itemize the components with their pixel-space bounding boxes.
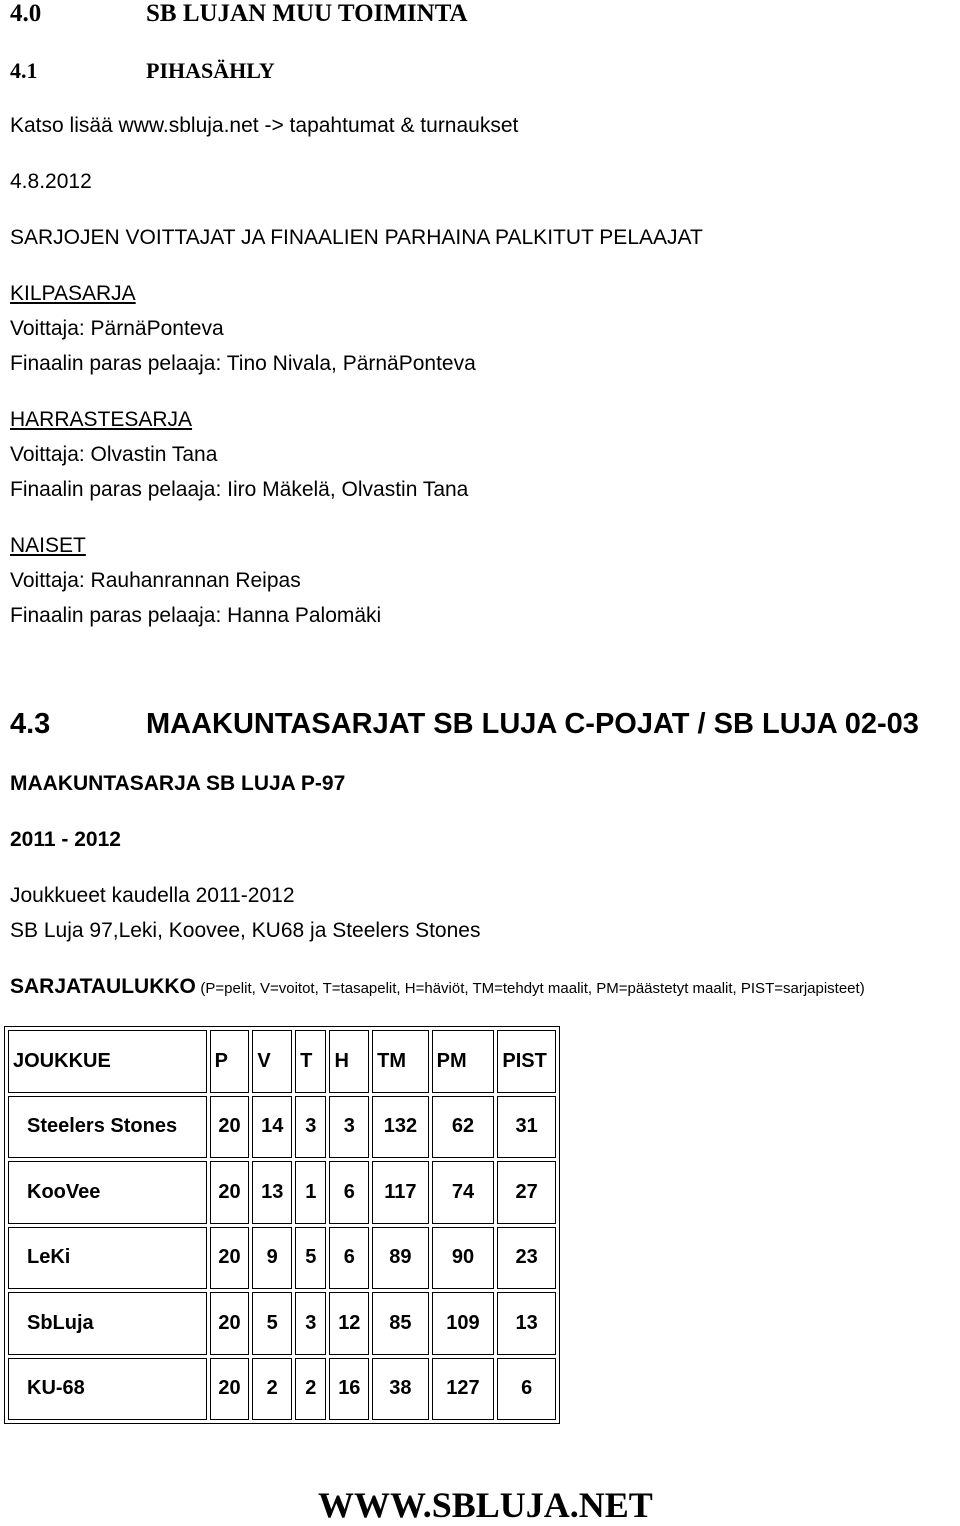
cell-v: 2 [252,1358,292,1421]
teams-list: SB Luja 97,Leki, Koovee, KU68 ja Steelers Stones [10,919,481,942]
cell-t: 5 [295,1227,326,1290]
cell-t: 1 [295,1161,326,1224]
col-header-joukkue: JOUKKUE [8,1030,207,1093]
cell-pm: 90 [432,1227,495,1290]
standings-label: SARJATAULUKKO [10,975,196,998]
col-header-t: T [295,1030,326,1093]
category-kilpasarja: KILPASARJA [10,282,136,305]
cell-h: 3 [329,1096,369,1159]
cell-team: KU-68 [8,1358,207,1421]
category-best-player: Finaalin paras pelaaja: Hanna Palomäki [10,604,382,627]
standings-heading [10,975,865,999]
cell-t: 3 [295,1292,326,1355]
col-header-pm: PM [432,1030,495,1093]
cell-pist: 13 [497,1292,556,1355]
cell-team: SbLuja [8,1292,207,1355]
table-row [8,1358,556,1421]
teams-label: Joukkueet kaudella 2011-2012 [10,884,295,907]
section-4-0-title: SB LUJAN MUU TOIMINTA [146,0,468,27]
col-header-tm: TM [372,1030,428,1093]
table-row [8,1227,556,1290]
section-4-0-number: 4.0 [10,0,42,27]
cell-tm: 89 [372,1227,428,1290]
category-naiset: NAISET [10,534,86,557]
col-header-h: H [329,1030,369,1093]
table-header-row [8,1030,556,1093]
col-header-p: P [210,1030,250,1093]
standings-table [4,1026,560,1424]
category-winner: Voittaja: Olvastin Tana [10,443,218,466]
season: 2011 - 2012 [10,828,121,851]
cell-pm: 109 [432,1292,495,1355]
info-line: Katso lisää www.sbluja.net -> tapahtumat & turnaukset [10,114,519,137]
cell-p: 20 [210,1227,250,1290]
section-4-1-number: 4.1 [10,58,38,83]
category-winner: Voittaja: Rauhanrannan Reipas [10,569,301,592]
cell-p: 20 [210,1292,250,1355]
cell-h: 6 [329,1161,369,1224]
cell-tm: 85 [372,1292,428,1355]
cell-t: 2 [295,1358,326,1421]
cell-p: 20 [210,1096,250,1159]
col-header-v: V [252,1030,292,1093]
cell-pm: 62 [432,1096,495,1159]
cell-v: 5 [252,1292,292,1355]
cell-v: 9 [252,1227,292,1290]
event-date: 4.8.2012 [10,170,92,193]
section-title: SARJOJEN VOITTAJAT JA FINAALIEN PARHAINA PALKITUT PELAAJAT [10,226,703,249]
cell-pm: 74 [432,1161,495,1224]
table-row [8,1292,556,1355]
category-winner: Voittaja: PärnäPonteva [10,317,224,340]
cell-h: 16 [329,1358,369,1421]
cell-pist: 31 [497,1096,556,1159]
cell-tm: 117 [372,1161,428,1224]
cell-p: 20 [210,1161,250,1224]
footer-website: WWW.SBLUJA.NET [318,1485,653,1525]
cell-v: 14 [252,1096,292,1159]
cell-p: 20 [210,1358,250,1421]
cell-pist: 23 [497,1227,556,1290]
cell-t: 3 [295,1096,326,1159]
cell-h: 6 [329,1227,369,1290]
cell-pist: 6 [497,1358,556,1421]
section-4-1-title: PIHASÄHLY [146,58,275,83]
cell-v: 13 [252,1161,292,1224]
category-harrastesarja: HARRASTESARJA [10,408,193,431]
section-4-3-number: 4.3 [10,708,51,740]
category-best-player: Finaalin paras pelaaja: Tino Nivala, PärnäPonteva [10,352,476,375]
table-row [8,1096,556,1159]
standings-legend: (P=pelit, V=voitot, T=tasapelit, H=häviöt, TM=tehdyt maalit, PM=päästetyt maalit, PIST=sarjapisteet) [200,980,865,997]
series-name: MAAKUNTASARJA SB LUJA P-97 [10,772,346,795]
cell-h: 12 [329,1292,369,1355]
cell-pist: 27 [497,1161,556,1224]
cell-team: Steelers Stones [8,1096,207,1159]
cell-pm: 127 [432,1358,495,1421]
cell-team: KooVee [8,1161,207,1224]
section-4-3-title: MAAKUNTASARJAT SB LUJA C-POJAT / SB LUJA 02-03 [146,708,919,740]
category-best-player: Finaalin paras pelaaja: Iiro Mäkelä, Olvastin Tana [10,478,469,501]
cell-team: LeKi [8,1227,207,1290]
cell-tm: 38 [372,1358,428,1421]
cell-tm: 132 [372,1096,428,1159]
table-row [8,1161,556,1224]
col-header-pist: PIST [497,1030,556,1093]
